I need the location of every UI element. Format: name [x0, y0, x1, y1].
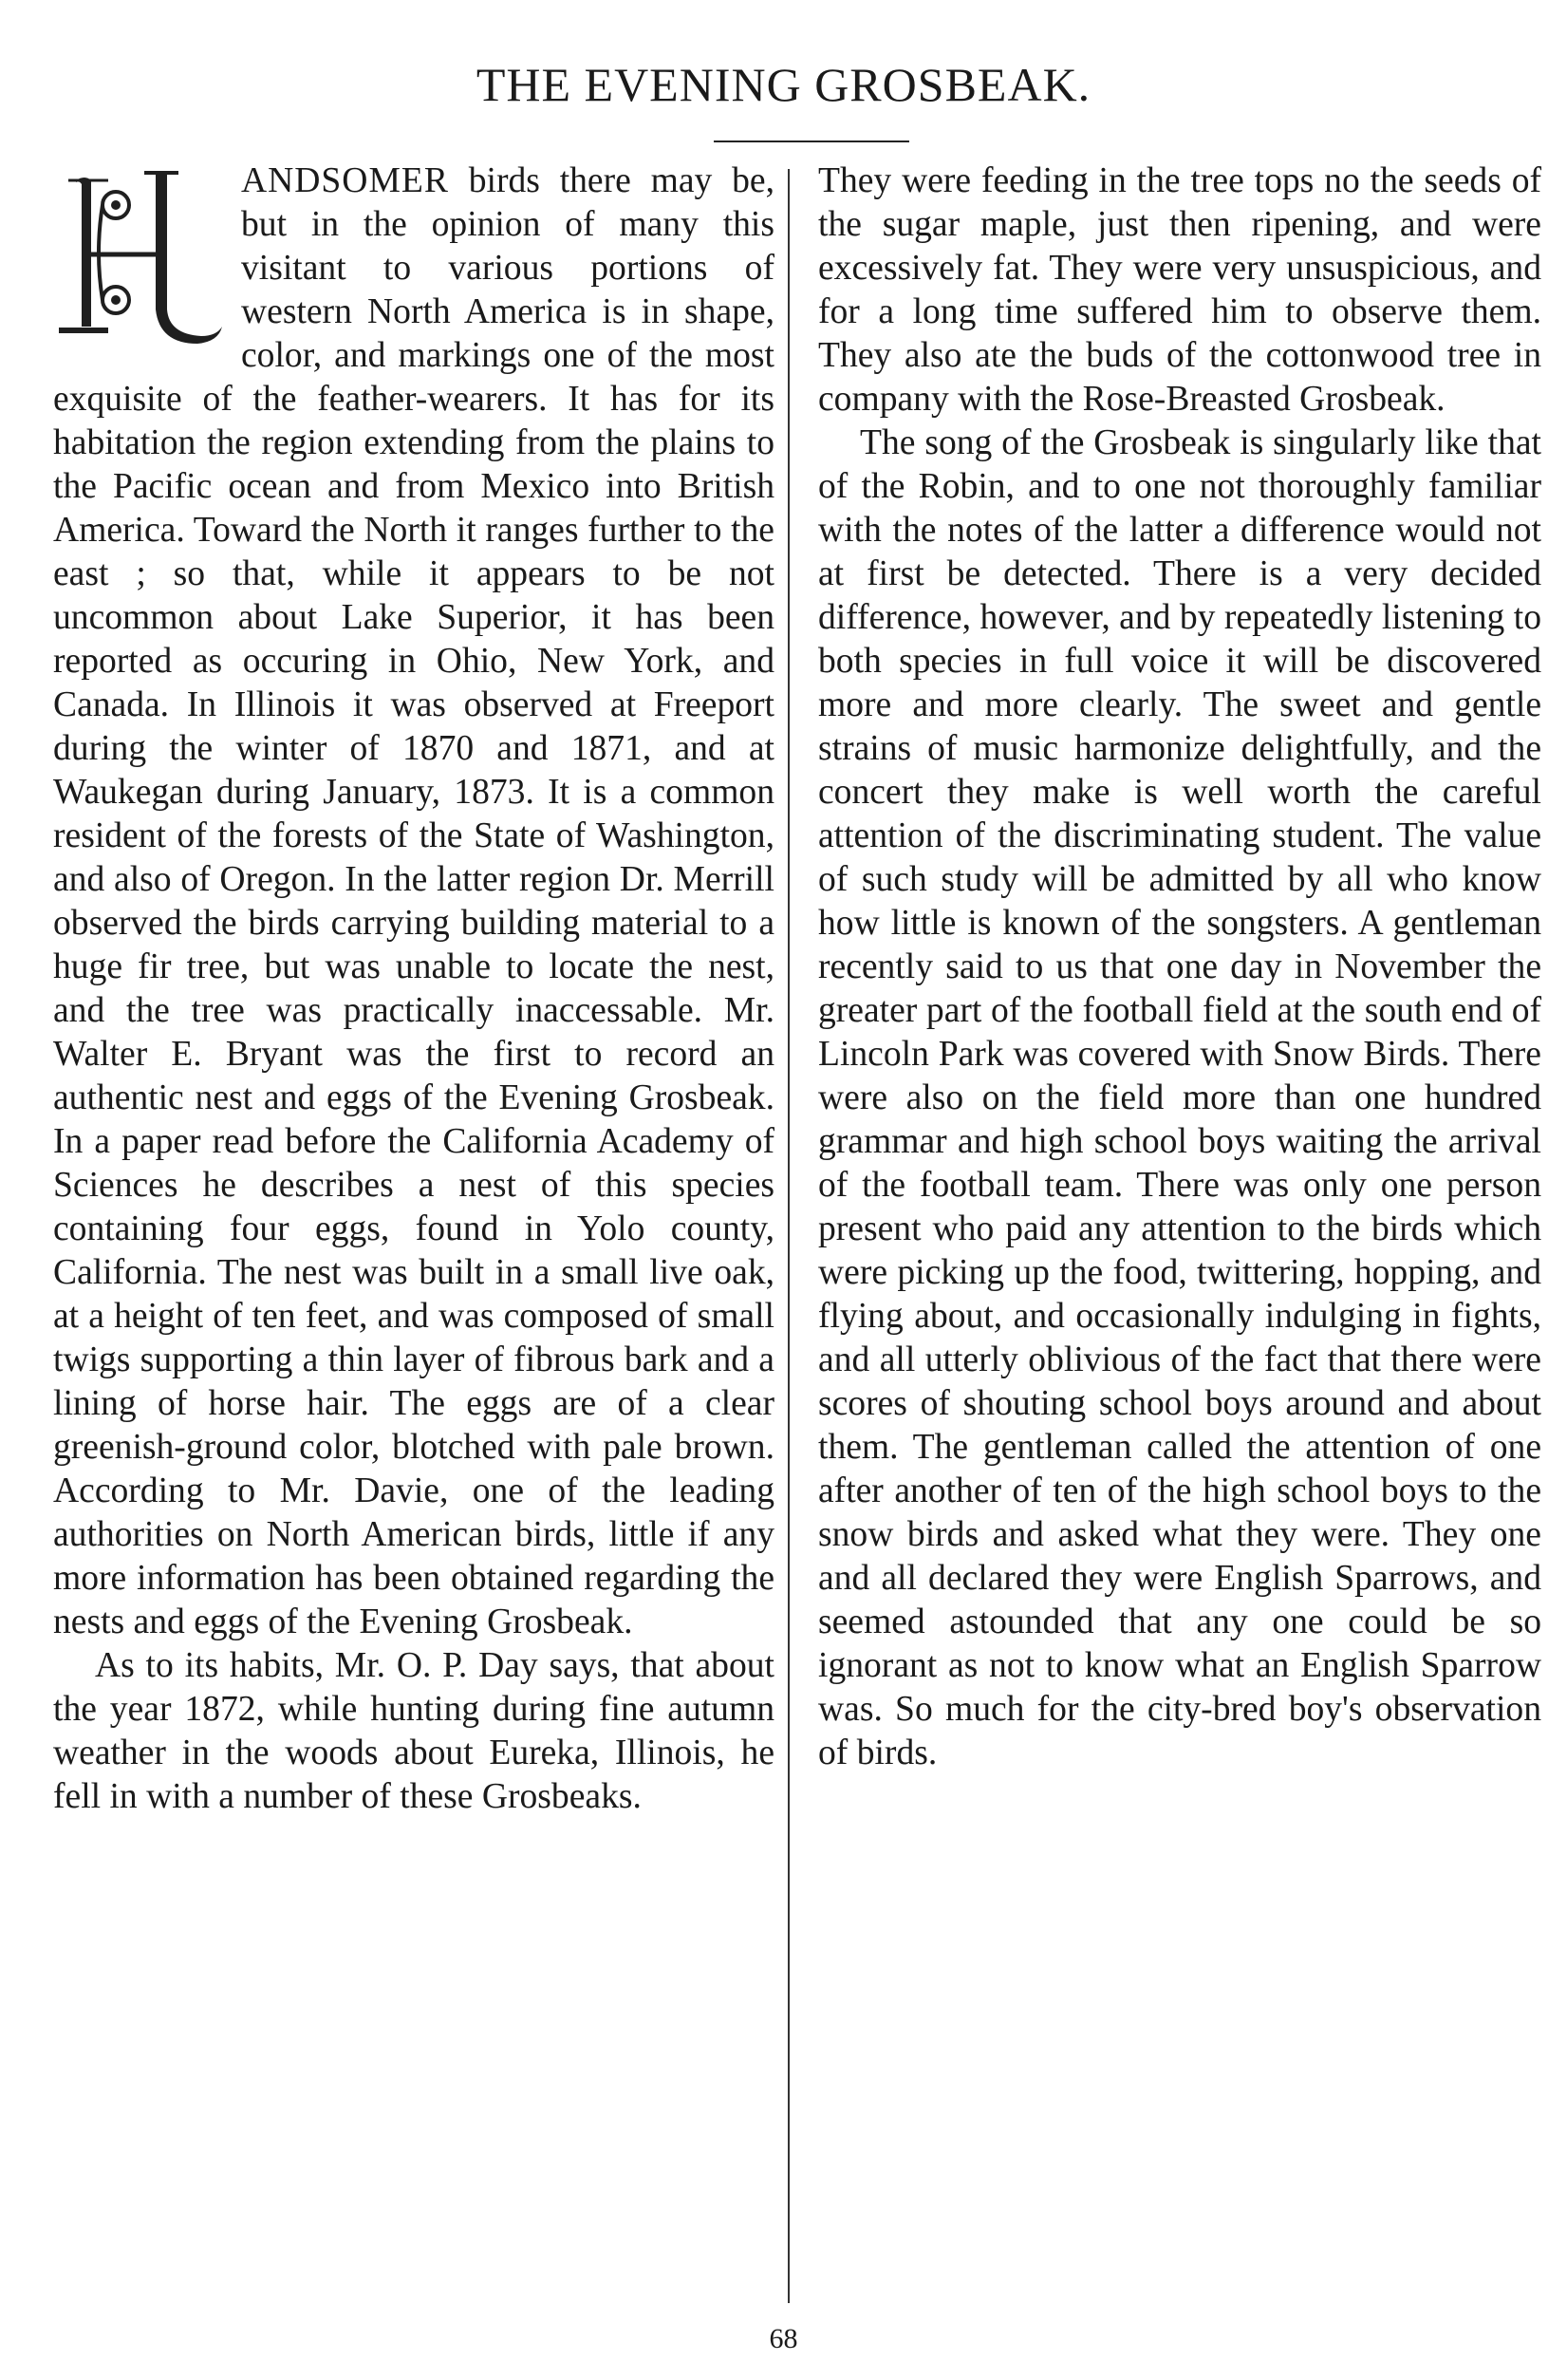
- drop-cap-h-icon: [53, 167, 226, 344]
- paragraph-4: The song of the Grosbeak is singularly like that of the Robin, and to one not thoroughly familiar with the notes of the latter a difference would not at first be detected. There is a very decided difference, however, and by repeatedly listening to both species in full voice it will be discovered more and more clearly. The sweet and gentle strains of music harmonize delightfully, and the concert they make is well worth the careful attention of the discriminating student. The value of such study will be admitted by all who know how little is known of the songsters. A gentleman recently said to us that one day in November the greater part of the football field at the south end of Lincoln Park was covered with Snow Birds. There were also on the field more than one hundred grammar and high school boys waiting the arrival of the football team. There was only one person present who paid any attention to the birds which were picking up the food, twittering, hopping, and flying about, and occasionally indulging in fights, and all utterly oblivious of the fact that there were scores of shouting school boys around and about them. The gentleman called the attention of one after another of ten of the high school boys to the snow birds and asked what they were. They one and all declared they were English Sparrows, and seemed astounded that any one could be so ignorant as not to know what an English Sparrow was. So much for the city-bred boy's observation of birds.: [818, 423, 1541, 1772]
- right-column: [818, 159, 1541, 2314]
- column-divider: [788, 169, 790, 2303]
- article-title: THE EVENING GROSBEAK.: [476, 58, 1091, 111]
- paragraph-3: They were feeding in the tree tops no the seeds of the sugar maple, just then ripening, and were excessively fat. They were very unsuspicious, and for a long time suffered him to observe them. They also ate the buds of the cottonwood tree in company with the Rose-Breasted Grosbeak.: [818, 161, 1541, 419]
- lead-word: ANDSOMER: [241, 161, 449, 200]
- decorative-drop-cap: [53, 167, 226, 344]
- title-rule: [714, 141, 909, 142]
- paragraph-1: [53, 159, 774, 1644]
- page-number: 68: [769, 2323, 798, 2354]
- paragraph-1-text: birds there may be, but in the opinion of many this visitant to various portions of western North America is in shape, color, and markings one of the most exquisite of the feather-wearers. It has for its habitation the region extending from the plains to the Pacific ocean and from Mexico into British America. Toward the North it ranges further to the east ; so that, while it appears to be not uncommon about Lake Superior, it has been reported as occuring in Ohio, New York, and Canada. In Illinois it was observed at Freeport during the winter of 1870 and 1871, and at Waukegan during January, 1873. It is a common resident of the forests of the State of Washington, and also of Oregon. In the latter region Dr. Merrill observed the birds carrying building material to a huge fir tree, but was unable to locate the nest, and the tree was practically inaccessable. Mr. Walter E. Bryant was the first to record an authentic nest and eggs of the Evening Grosbeak. In a paper read before the California Academy of Sciences he describes a nest of this species containing four eggs, found in Yolo county, California. The nest was built in a small live oak, at a height of ten feet, and was composed of small twigs supporting a thin layer of fibrous bark and a lining of horse hair. The eggs are of a clear greenish-ground color, blotched with pale brown. According to Mr. Davie, one of the leading authorities on North American birds, little if any more information has been obtained regarding the nests and eggs of the Evening Grosbeak.: [53, 161, 774, 1641]
- left-column: [53, 159, 774, 2314]
- paragraph-2: As to its habits, Mr. O. P. Day says, that about the year 1872, while hunting during fine autumn weather in the woods about Eureka, Illinois, he fell in with a number of these Grosbeaks.: [53, 1646, 774, 1816]
